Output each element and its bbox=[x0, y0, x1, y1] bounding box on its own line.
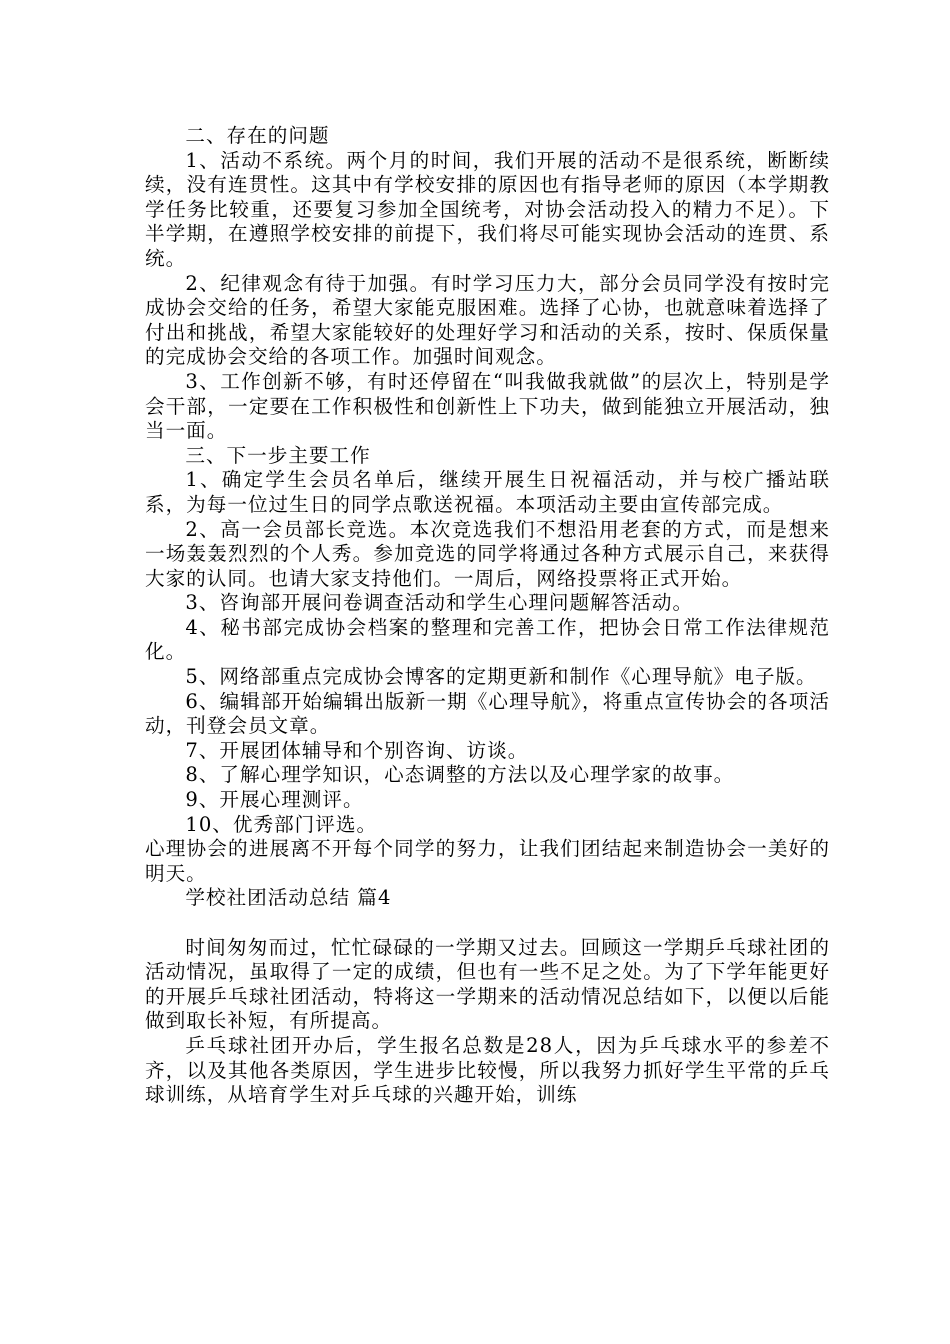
paragraph-task-7: 7、开展团体辅导和个别咨询、访谈。 bbox=[185, 738, 529, 762]
paragraph-task-4: 4、秘书部完成协会档案的整理和完善工作，把协会日常工作法律规范化。 bbox=[145, 615, 830, 664]
paragraph-club-training: 乒乓球社团开办后，学生报名总数是28人，因为乒乓球水平的参差不齐，以及其他各类原因，学生进步比较慢，所以我努力抓好学生平常的乒乓球训练，从培育学生对乒乓球的兴趣开始，训练 bbox=[145, 1033, 830, 1107]
paragraph-task-1: 1、确定学生会员名单后，继续开展生日祝福活动，并与校广播站联系，为每一位过生日的同学点歌送祝福。本项活动主要由宣传部完成。 bbox=[145, 468, 830, 516]
paragraph-problem-3: 3、工作创新不够，有时还停留在“叫我做我就做”的层次上，特别是学会干部，一定要在工作积极性和创新性上下功夫，做到能独立开展活动，独当一面。 bbox=[145, 369, 830, 443]
section-heading-problems: 二、存在的问题 bbox=[185, 124, 330, 147]
paragraph-closing: 心理协会的进展离不开每个同学的努力，让我们团结起来制造协会一美好的明天。 bbox=[145, 837, 830, 885]
paragraph-task-2: 2、高一会员部长竞选。本次竞选我们不想沿用老套的方式，而是想来一场轰轰烈烈的个人秀。参加竞选的同学将通过各种方式展示自己，来获得大家的认同。也请大家支持他们。一周后，网络投票将正式开始。 bbox=[145, 517, 830, 590]
paragraph-task-8: 8、了解心理学知识，心态调整的方法以及心理学家的故事。 bbox=[185, 763, 735, 787]
paragraph-task-6: 6、编辑部开始编辑出版新一期《心理导航》，将重点宣传协会的各项活动，刊登会员文章。 bbox=[145, 689, 830, 738]
blank-line bbox=[145, 911, 830, 936]
paragraph-problem-2: 2、纪律观念有待于加强。有时学习压力大，部分会员同学没有按时完成协会交给的任务，希望大家能克服困难。选择了心协，也就意味着选择了付出和挑战，希望大家能较好的处理好学习和活动的关系，按时、保质保量的完成协会交给的各项工作。加强时间观念。 bbox=[145, 271, 830, 369]
paragraph-problem-1: 1、活动不系统。两个月的时间，我们开展的活动不是很系统，断断续续，没有连贯性。这其中有学校安排的原因也有指导老师的原因（本学期教学任务比较重，还要复习参加全国统考，对协会活动投入的精力不足）。下半学期，在遵照学校安排的前提下，我们将尽可能实现协会活动的连贯、系统。 bbox=[145, 148, 830, 270]
document-page bbox=[145, 124, 830, 1108]
section-heading-next-steps: 三、下一步主要工作 bbox=[185, 443, 371, 467]
paragraph-intro: 时间匆匆而过，忙忙碌碌的一学期又过去。回顾这一学期乒乓球社团的活动情况，虽取得了一定的成绩，但也有一些不足之处。为了下学年能更好的开展乒乓球社团活动，特将这一学期来的活动情况总结如下，以便以后能做到取长补短，有所提高。 bbox=[145, 935, 830, 1033]
paragraph-task-5: 5、网络部重点完成协会博客的定期更新和制作《心理导航》电子版。 bbox=[185, 665, 817, 689]
article-title: 学校社团活动总结 篇4 bbox=[185, 886, 392, 910]
paragraph-task-3: 3、咨询部开展问卷调查活动和学生心理问题解答活动。 bbox=[185, 591, 694, 615]
paragraph-task-10: 10、优秀部门评选。 bbox=[185, 812, 378, 836]
paragraph-task-9: 9、开展心理测评。 bbox=[185, 788, 364, 812]
